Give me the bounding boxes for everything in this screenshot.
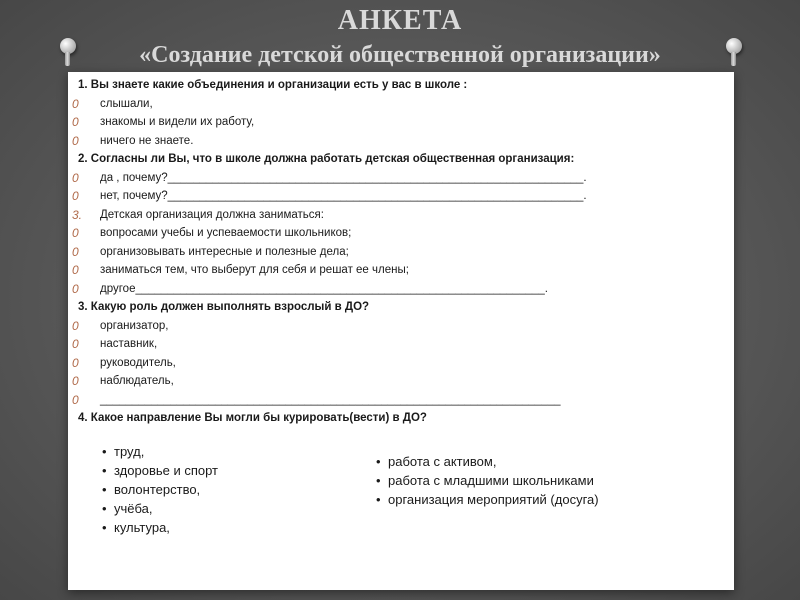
option-text: ничего не знаете. (100, 134, 194, 147)
survey-list (68, 76, 734, 428)
answer-option (68, 243, 734, 262)
answer-option (68, 224, 734, 243)
title-block (0, 4, 800, 70)
question-text: 3. Какую роль должен выполнять взрослый в ДО? (78, 301, 370, 313)
directions-right-list (376, 452, 599, 509)
option-text: да , почему?_________________________________________________________________. (100, 171, 587, 184)
questionnaire-sheet (68, 72, 734, 590)
option-text: ________________________________________________________________________ (100, 393, 561, 406)
answer-option (68, 169, 734, 188)
option-marker: 3. (72, 207, 83, 222)
option-marker: 0 (72, 170, 79, 185)
option-text: заниматься тем, что выберут для себя и решат ее члены; (100, 264, 409, 276)
left-pin-icon (60, 38, 76, 54)
question-heading (68, 409, 734, 428)
option-text: организовывать интересные и полезные дела; (100, 245, 349, 258)
direction-item: • организация мероприятий (досуга) (376, 490, 599, 509)
option-marker: 0 (72, 337, 79, 351)
option-marker: 0 (72, 318, 79, 333)
answer-option (68, 335, 734, 354)
option-marker: 0 (72, 392, 79, 407)
option-marker: 0 (72, 226, 79, 240)
direction-item: • работа с младшими школьниками (376, 471, 599, 490)
answer-option (68, 354, 734, 373)
option-text: другое________________________________________________________________. (100, 282, 548, 295)
option-marker: 0 (72, 189, 79, 203)
answer-option (68, 206, 734, 225)
answer-option (68, 261, 734, 280)
answer-option (68, 280, 734, 299)
answer-option (68, 187, 734, 206)
option-text: слышали, (100, 97, 153, 110)
option-text: наставник, (100, 338, 158, 350)
direction-item: • работа с активом, (376, 452, 599, 471)
directions-left-list (102, 442, 218, 537)
question-text: 2. Согласны ли Вы, что в школе должна работать детская общественная организация: (78, 153, 575, 165)
direction-item: • волонтерство, (102, 480, 218, 499)
option-text: руководитель, (100, 356, 176, 369)
option-marker: 0 (72, 244, 79, 259)
question-text: 4. Какое направление Вы могли бы курировать(вести) в ДО? (78, 412, 427, 424)
question-text: 1. Вы знаете какие объединения и организации есть у вас в школе : (78, 79, 468, 91)
direction-item: • культура, (102, 518, 218, 537)
page-title: АНКЕТА (337, 5, 463, 36)
answer-option (68, 132, 734, 151)
page-subtitle: «Создание детской общественной организации» (139, 42, 661, 68)
option-text: организатор, (100, 319, 169, 332)
option-text: наблюдатель, (100, 375, 174, 387)
option-marker: 0 (72, 281, 79, 296)
answer-option (68, 95, 734, 114)
direction-item: • труд, (102, 442, 218, 461)
answer-option (68, 317, 734, 336)
option-text: Детская организация должна заниматься: (100, 208, 324, 221)
direction-item: • здоровье и спорт (102, 461, 218, 480)
option-marker: 0 (72, 115, 79, 129)
option-marker: 0 (72, 133, 79, 148)
right-pin-icon (726, 38, 742, 54)
option-text: вопросами учебы и успеваемости школьников; (100, 227, 352, 239)
option-marker: 0 (72, 374, 79, 388)
option-marker: 0 (72, 96, 79, 111)
direction-item: • учёба, (102, 499, 218, 518)
question-heading (68, 76, 734, 95)
question-heading (68, 150, 734, 169)
option-marker: 0 (72, 263, 79, 277)
option-text: знакомы и видели их работу, (100, 116, 255, 128)
option-marker: 0 (72, 355, 79, 370)
question-heading (68, 298, 734, 317)
answer-option (68, 391, 734, 410)
answer-option (68, 113, 734, 132)
option-text: нет, почему?_________________________________________________________________. (100, 190, 587, 202)
answer-option (68, 372, 734, 391)
